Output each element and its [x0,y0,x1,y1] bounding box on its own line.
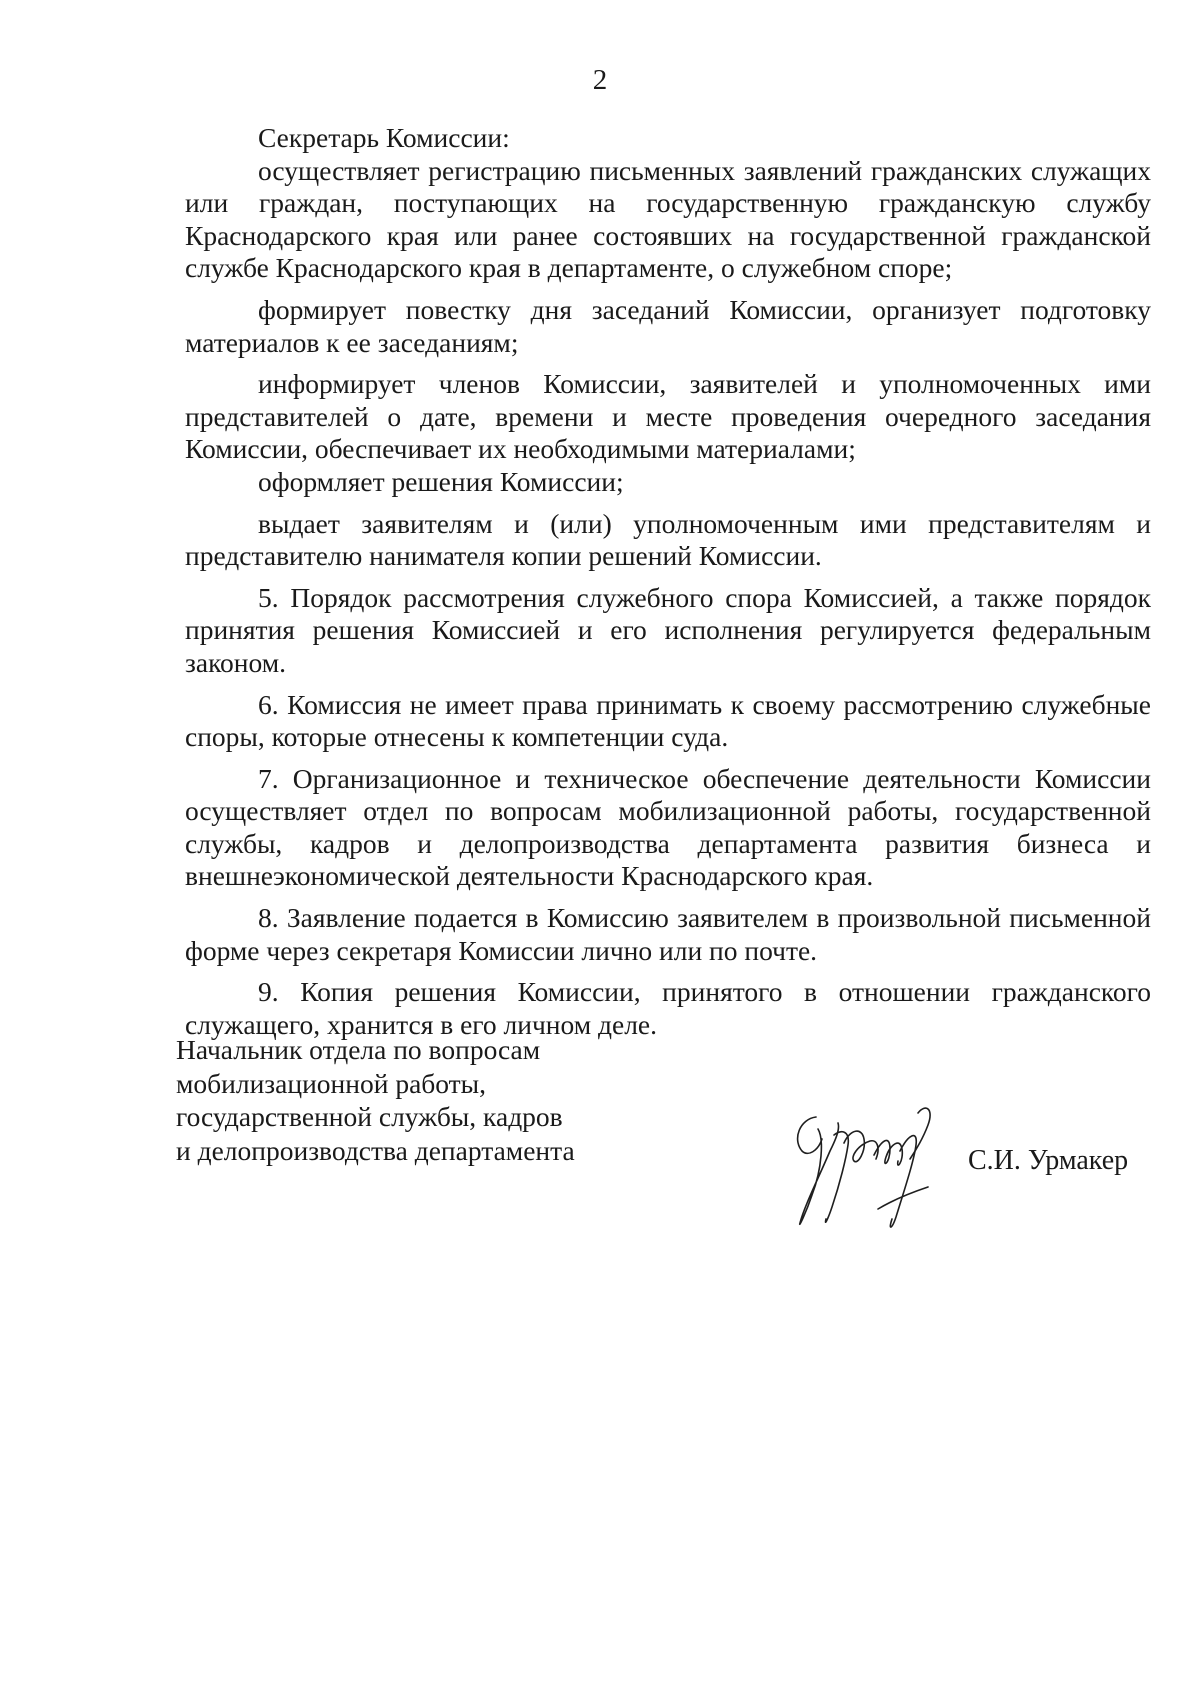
paragraph-secretary-registration: осуществляет регистрацию письменных заявлений гражданских служащих или граждан, поступающих на государственную гражданскую службу Краснодарского края или ранее состоявших на государственной гражданской службе Краснодарского края в департаменте, о служебном споре; [185,154,1151,284]
paragraph-secretary-copies: выдает заявителям и (или) уполномоченным ими представителям и представителю нанимателя копии решений Комиссии. [185,507,1151,572]
paragraph-item-8: 8. Заявление подается в Комиссию заявителем в произвольной письменной форме через секретаря Комиссии лично или по почте. [185,902,1151,966]
signer-title-line: мобилизационной работы, [176,1067,487,1099]
signer-title-line: и делопроизводства департамента [176,1134,575,1166]
paragraph-secretary-agenda: формирует повестку дня заседаний Комиссии, организует подготовку материалов к ее заседаниям; [185,293,1151,358]
paragraph-item-9: 9. Копия решения Комиссии, принятого в отношении гражданского служащего, хранится в его личном деле. [185,976,1151,1040]
document-body [185,122,1151,1041]
paragraph-secretary-heading: Секретарь Комиссии: [258,122,510,153]
paragraph-secretary-decisions: оформляет решения Комиссии; [258,465,624,497]
signer-name: С.И. Урмакер [968,1145,1129,1176]
signer-title [176,1033,636,1167]
signer-title-line: Начальник отдела по вопросам [176,1034,541,1065]
paragraph-item-7: 7. Организационное и техническое обеспечение деятельности Комиссии осуществляет отдел по вопросам мобилизационной работы, государственной службы, кадров и делопроизводства департамента развития бизнеса и внешнеэкономической деятельности Краснодарского края. [185,762,1151,892]
signer-title-line: государственной службы, кадров [176,1101,563,1132]
handwritten-signature [778,1099,958,1239]
page-number: 2 [592,64,608,96]
paragraph-secretary-informs: информирует членов Комиссии, заявителей и уполномоченных ими представителей о дате, времени и месте проведения очередного заседания Комиссии, обеспечивает их необходимыми материалами; [185,368,1151,465]
paragraph-item-6: 6. Комиссия не имеет права принимать к своему рассмотрению служебные споры, которые отнесены к компетенции суда. [185,688,1151,753]
paragraph-item-5: 5. Порядок рассмотрения служебного спора Комиссией, а также порядок принятия решения Комиссией и его исполнения регулируется федеральным законом. [185,581,1151,678]
